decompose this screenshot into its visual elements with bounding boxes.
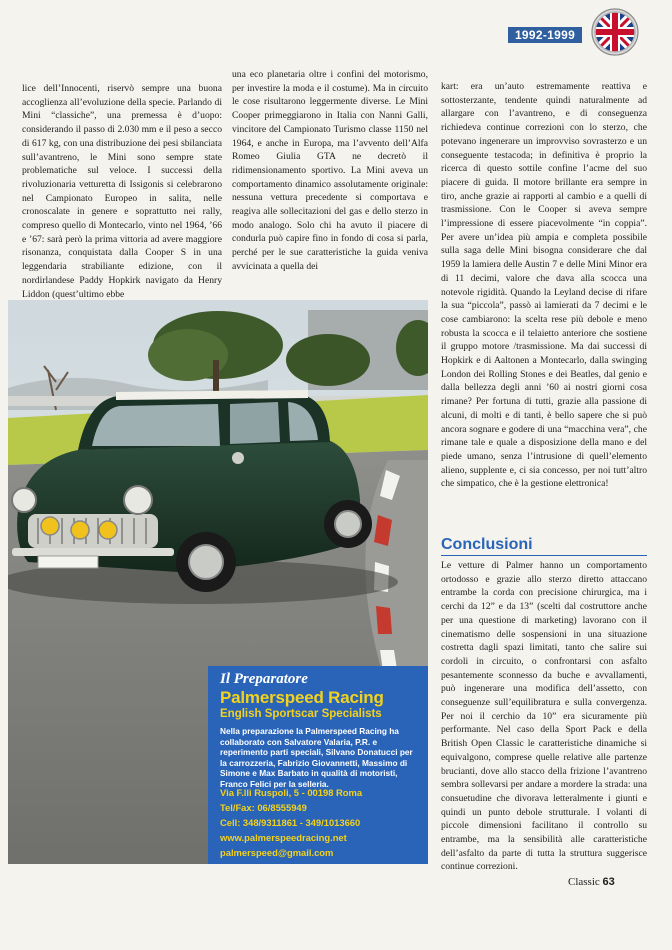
preparer-address: Via F.lli Ruspoli, 5 - 00198 Roma	[220, 787, 363, 798]
conclusions-heading: Conclusioni	[441, 536, 533, 553]
preparer-tagline: English Sportscar Specialists	[220, 708, 382, 720]
heading-divider	[441, 555, 647, 556]
article-paragraph: kart: era un’auto estremamente reattiva e sottosterzante, tendente quindi naturalmente ad allargare con l’avantreno, e di conseguenza richiedeva continue correzioni con lo sterzo, che potevano ingenerare un improvviso sovrasterzo e un conseguente testacoda; in definitiva è proprio la ricerca di questo sottile confine l’acme del suo piacere di guida. Il motore brillante era sempre in tiro, anche grazie ai rapporti al cambio e a quelli di trasmissione. Con le Cooper si aveva sempre l’impressione di essere piacevolmente “in coppia”. Per avere un’idea più ampia e completa possibile sulla saga delle Mini bisogna considerare che dal 1959 la lamiera delle Austin 7 e delle Mini Minor era di 11 decimi, valore che dava alla scocca una notevole rigidità. Quando la Leyland decise di rifare la sua “piccola”, passò ai lamierati da 7 decimi e le cose cambiarono: la scelta rese più debole e meno robusta la scocca e il telaietto anteriore che sostiene il gruppo motore /trasmissione. Ma dai successi di Hopkirk e di Aaltonen a Montecarlo, dalla swinging London dei Rolling Stones e dei Beatles, dal genio e dalla bellezza degli anni ’60 ai nostri giorni cosa rimane? Per fortuna di tutti, grazie alla passione di alcuni, di molti e di tanti, è bello sapere che si può ancora sognare e godere di una “macchina vera”, che rimane tale e quale a disposizione della mano e del piede umano, senza l’intrusione di quell’elemento alieno, supplente e, ci sia concesso, per noi tutt’altro che simpatico, che è la gestione elettronica!	[441, 81, 647, 490]
article-column-2	[232, 68, 428, 274]
preparer-info-box	[208, 666, 428, 864]
preparer-description: Nella preparazione la Palmerspeed Racing ha collaborato con Salvatore Valaria, P.R. e reperimento parti speciali, Silvano Donatucci per la carrozzeria, Fabrizio Giovannetti, Massimo di Simone e Max Barbato in qualità di motoristi, Franco Felici per la selleria.	[220, 726, 413, 789]
page-number: 63	[602, 876, 615, 888]
article-column-1	[22, 82, 222, 301]
article-paragraph: lice dell’Innocenti, riservò sempre una buona accoglienza all’evoluzione della specie. Parlando di Mini “classiche”, una premessa è d’uopo: considerando il passo di 2.030 mm e il peso a secco di 617 kg, con una distribuzione dei pesi sbilanciata sull’avantreno, le Mini sono sempre state problematiche sul veloce. I successi della rivoluzionaria vetturetta di Issigonis si celebrarono nel Campionato Europeo in salita, nelle cronoscalate in genere e soprattutto nei rally, compreso quello di Montecarlo, vinto nel 1964, ’66 e ’67: sarà però la prima vittoria ad avere maggiore risonanza, conquistata dalla Cooper S in una leggendaria strabiliante edizione, con il nordirlandese Paddy Hopkirk navigato da Henry Liddon (quest’ultimo ebbe	[22, 83, 222, 300]
preparer-box-title: Il Preparatore	[220, 671, 308, 687]
preparer-cell: Cell: 348/9311861 - 349/1013660	[220, 817, 361, 828]
page-footer	[568, 876, 615, 888]
article-column-3	[441, 80, 647, 491]
preparer-email[interactable]: palmerspeed@gmail.com	[220, 847, 334, 858]
article-paragraph: una eco planetaria oltre i confini del motorismo, per investire la moda e il costume). Ma in circuito le cose risultarono leggermente diverse. Le Mini Cooper primeggiarono in Italia con Nanni Galli, vincitore del Campionato Turismo classe 1150 nel 1964, e anche in Europa, ma l’avvento dell’Alfa Romeo Giulia GTA ne decretò il ridimensionamento sportivo. La Mini aveva un comportamento dinamico assolutamente originale: nessuna vettura precedente si comportava e reagiva alle sollecitazioni del gas e dello sterzo in modo analogo. Solo chi ha avuto il piacere di condurla può capire fino in fondo di cosa si parla, perché per le sue caratteristiche la guida veniva avvicinata a quella dei	[232, 69, 428, 272]
union-jack-icon	[591, 8, 639, 56]
preparer-website[interactable]: www.palmerspeedracing.net	[220, 832, 347, 843]
conclusions-column	[441, 559, 647, 874]
magazine-name: Classic	[568, 876, 600, 888]
preparer-phone: Tel/Fax: 06/8555949	[220, 802, 307, 813]
year-range-badge: 1992-1999	[508, 27, 582, 43]
conclusions-paragraph: Le vetture di Palmer hanno un comportamento ortodosso e grazie allo sterzo diretto attaccano entrambe la corda con precisione chirurgica, ma i cerchi da 12” e da 13” (scelti dal costruttore anche per una questione di marketing) lavorano con il cinematismo delle sospensioni in una situazione costretta dagli spazi limitati, tanto che salire sui cordoli in circuito, o confrontarsi con asfalto pesantemente sconnesso da buche e avvallamenti, può ingenerare una modifica dell’assetto, con conseguenze sull’equilibratura e sulla convergenza. Per noi il cerchio da 10” era sicuramente più performante. Nel caso della Sport Pack e della British Open Classic le caratteristiche dinamiche si equivalgono, comprese quelle relative alle partenze brucianti, dove allo stacco della frizione l’avantreno sembra sollevarsi per andare a mordere la strada: una consuetudine che divorava letteralmente i giunti e quindi un punto debole strutturale. I volanti di piccole dimensioni facilitano il controllo su entrambe, ma la sensibilità alle caratteristiche dell’asfalto da parte di tutta la struttura suggerisce continue correzioni.	[441, 560, 647, 873]
preparer-name: Palmerspeed Racing	[220, 688, 384, 707]
